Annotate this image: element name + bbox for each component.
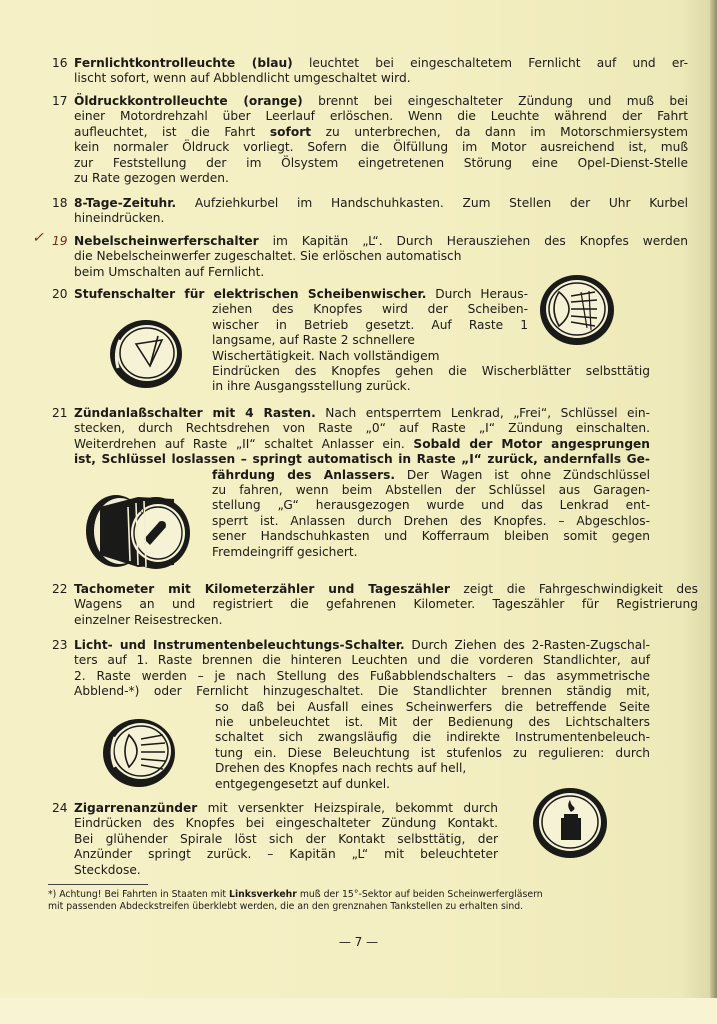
text-run: stellung „G“ herausgezogen wurde und das Lenkrad ent- [212, 498, 650, 513]
text-run: sperrt ist. Anlassen durch Drehen des Knopfes. – Abgeschlos- [212, 513, 650, 528]
text-run: Eindrücken des Knopfes bei eingeschalteter Zündung Kontakt. [74, 816, 498, 831]
text-run: Steckdose. [74, 862, 141, 877]
bold-text-run: ist, Schlüssel loslassen – springt automatisch in Raste „I“ zurück, andernfalls Ge- [74, 452, 650, 467]
text-line [48, 901, 543, 913]
footnote [48, 889, 543, 913]
text-run: so daß bei Ausfall eines Scheinwerfers die betreffende Seite [215, 699, 650, 714]
text-line [74, 211, 688, 226]
text-run: Eindrücken des Knopfes gehen die Wischerblätter selbsttätig [212, 364, 650, 379]
text-run: brennt bei eingeschalteter Zündung und muß bei [302, 94, 689, 108]
text-run: einer Motordrehzahl über Leerlauf erlöschen. Wenn die Leuchte während der Fahrt [74, 109, 688, 124]
bold-text-run: Licht- und Instrumentenbeleuchtungs-Schalter. [74, 638, 405, 652]
text-line [212, 302, 528, 317]
item-number: 16 [52, 56, 68, 70]
text-line [74, 801, 498, 816]
text-line [74, 234, 688, 249]
footnote-rule [48, 884, 148, 885]
text-run: muß der 15°-Sektor auf beiden Scheinwerfergläsern [296, 889, 543, 900]
text-line [215, 700, 650, 715]
text-run: im Kapitän „L“. Durch Herausziehen des Knopfes werden [258, 234, 688, 248]
text-line [74, 196, 688, 211]
text-run: lischt sofort, wenn auf Abblendlicht umgeschaltet wird. [74, 71, 411, 86]
text-run: beim Umschalten auf Fernlicht. [74, 264, 265, 279]
text-run: nie unbeleuchtet ist. Mit der Bedienung des Lichtschalters [215, 715, 650, 730]
bold-text-run: Nebelscheinwerferschalter [74, 234, 259, 248]
text-run: Abblend-*) oder Fernlicht hinzugeschaltet. Die Standlichter brennen ständig mit, [74, 684, 650, 699]
bold-text-run: Fernlichtkontrolleuchte (blau) [74, 56, 293, 70]
text-line [212, 545, 650, 560]
text-line [74, 71, 688, 86]
item-number: 20 [52, 287, 68, 301]
text-run: Wagens an und registriert die gefahrenen Kilometer. Tageszähler für Registrierung [74, 597, 698, 612]
text-line [74, 684, 650, 699]
text-run: Der Wagen ist ohne Zündschlüssel [394, 467, 650, 482]
bold-text-run: Tachometer mit Kilometerzähler und Tageszähler [74, 582, 450, 596]
bold-text-run: Stufenschalter für elektrischen Scheibenwischer. [74, 287, 427, 301]
text-run: Aufziehkurbel im Handschuhkasten. Zum Stellen der Uhr Kurbel [176, 196, 688, 210]
text-run: mit versenkter Heizspirale, bekommt durch [197, 801, 498, 815]
item-text [74, 94, 688, 186]
text-line [212, 483, 650, 498]
text-run: zeigt die Fahrgeschwindigkeit des [449, 582, 699, 596]
text-line [74, 94, 688, 109]
text-line [74, 452, 650, 467]
text-line [74, 56, 688, 71]
bold-text-run: sofort [269, 124, 312, 139]
text-run: Wischertätigkeit. Nach vollständigem [212, 348, 440, 363]
text-line [74, 669, 650, 684]
text-run: Anzünder springt zurück. – Kapitän „L“ mit beleuchteter [74, 847, 498, 862]
text-run: in ihre Ausgangsstellung zurück. [212, 379, 411, 394]
fog-light-switch-icon [537, 272, 617, 348]
bold-text-run: fährdung des Anlassers. [212, 467, 395, 482]
item-number: 24 [52, 801, 68, 815]
text-run: zu Rate gezogen werden. [74, 171, 229, 186]
item-number: 19 [52, 234, 68, 248]
text-run: die Nebelscheinwerfer zugeschaltet. Sie erlöschen automatisch [74, 249, 462, 264]
text-run: leuchtet bei eingeschaltetem Fernlicht auf und er- [292, 56, 688, 70]
text-run: ters auf 1. Raste brennen die hinteren Leuchten und die vorderen Standlichter, auf [74, 653, 650, 668]
item-text [74, 196, 688, 227]
text-line [74, 140, 688, 155]
text-run: schaltet sich zwangsläufig die indirekte Instrumentenbeleuch- [215, 730, 650, 745]
bold-text-run: Linksverkehr [229, 889, 297, 900]
text-run: Fremdeingriff gesichert. [212, 544, 358, 559]
text-run: entgegengesetzt auf dunkel. [215, 776, 391, 791]
item-text [74, 801, 498, 878]
text-line [215, 746, 650, 761]
text-line [212, 349, 528, 364]
text-line [212, 498, 650, 513]
handwritten-check-mark: ✓ [32, 230, 44, 246]
text-line [215, 715, 650, 730]
text-run: langsame, auf Raste 2 schnellere [212, 333, 415, 348]
text-line [74, 125, 688, 140]
text-line [215, 777, 505, 792]
text-line [74, 832, 498, 847]
bold-text-run: 8-Tage-Zeituhr. [74, 196, 177, 210]
text-run: zur Feststellung der im Ölsystem eingetretenen Störung eine Opel-Dienst-Stelle [74, 155, 688, 170]
ignition-switch-icon [82, 487, 196, 575]
svg-text:0: 0 [140, 507, 145, 515]
text-line [215, 761, 505, 776]
text-line [212, 379, 650, 394]
text-run: Weiterdrehen auf Raste „II“ schaltet Anlasser ein. [74, 436, 414, 451]
text-run: hineindrücken. [74, 211, 165, 226]
text-line [74, 109, 688, 124]
text-line [74, 406, 650, 421]
text-line [74, 437, 650, 452]
text-run: stecken, durch Rechtsdrehen von Raste „0“ auf Raste „I“ Zündung einschalten. [74, 421, 650, 436]
text-run: einzelner Reisestrecken. [74, 612, 223, 627]
text-run: zu fahren, wenn beim Abstellen der Schlüssel aus Garagen- [212, 483, 650, 498]
text-run: 2. Raste werden – je nach Stellung des Fußabblendschalters – das asymmetrische [74, 668, 650, 683]
item-number: 22 [52, 582, 68, 596]
item-number: 23 [52, 638, 68, 652]
bold-text-run: Zündanlaßschalter mit 4 Rasten. [74, 406, 316, 420]
text-run: Nach entsperrtem Lenkrad, „Frei“, Schlüssel ein- [315, 406, 650, 420]
cigarette-lighter-icon [530, 786, 610, 860]
text-run: zu unterbrechen, da dann im Motorschmiersystem [311, 124, 688, 139]
text-run: Durch Heraus- [426, 287, 529, 301]
text-line [215, 730, 650, 745]
text-line [74, 156, 688, 171]
text-run: ziehen des Knopfes wird der Scheiben- [212, 302, 528, 317]
text-line [74, 613, 698, 628]
text-line [212, 529, 650, 544]
page-bottom-strip [0, 998, 717, 1024]
text-line [74, 171, 688, 186]
bold-text-run: Zigarrenanzünder [74, 801, 198, 815]
text-run: Bei glühender Spirale löst sich der Kontakt selbsttätig, der [74, 831, 498, 846]
text-run: Drehen des Knopfes nach rechts auf hell, [215, 761, 467, 776]
bold-text-run: Öldruckkontrolleuchte (orange) [74, 94, 303, 108]
text-line [74, 653, 650, 668]
text-line [74, 597, 698, 612]
text-run: sener Handschuhkasten und Kofferraum bleiben somit gegen [212, 529, 650, 544]
item-number: 18 [52, 196, 68, 210]
light-switch-icon [101, 715, 181, 789]
text-run: *) Achtung! Bei Fahrten in Staaten mit [48, 889, 230, 900]
text-line [74, 638, 650, 653]
text-line [74, 421, 650, 436]
text-line [212, 468, 650, 483]
wiper-switch-icon [106, 316, 188, 392]
text-line [74, 249, 688, 264]
page-edge [710, 0, 717, 1024]
text-line [212, 364, 650, 379]
item-number: 17 [52, 94, 68, 108]
text-line [74, 863, 498, 878]
item-text [74, 582, 698, 628]
text-run: mit passenden Abdeckstreifen überklebt werden, die an den grenznahen Tankstellen zu erhalten sind. [48, 901, 524, 912]
text-run: Durch Ziehen des 2-Rasten-Zugschal- [404, 638, 650, 652]
text-line [74, 847, 498, 862]
text-run: tung ein. Diese Beleuchtung ist stufenlos zu regulieren: durch [215, 745, 650, 760]
text-run: wischer in Betrieb gesetzt. Auf Raste 1 [212, 317, 528, 332]
text-run: aufleuchtet, ist die Fahrt [74, 124, 270, 139]
text-line [212, 333, 528, 348]
item-text [74, 56, 688, 87]
text-line [212, 514, 650, 529]
page-number: — 7 — [338, 935, 379, 949]
item-number: 21 [52, 406, 68, 420]
text-line [212, 318, 528, 333]
text-run: kein normaler Öldruck vorliegt. Sofern die Ölfüllung im Motor ausreichend ist, muß [74, 140, 688, 155]
bold-text-run: Sobald der Motor angesprungen [413, 436, 650, 451]
text-line [74, 816, 498, 831]
text-line [48, 889, 543, 901]
text-line [74, 582, 698, 597]
text-line [74, 287, 528, 302]
